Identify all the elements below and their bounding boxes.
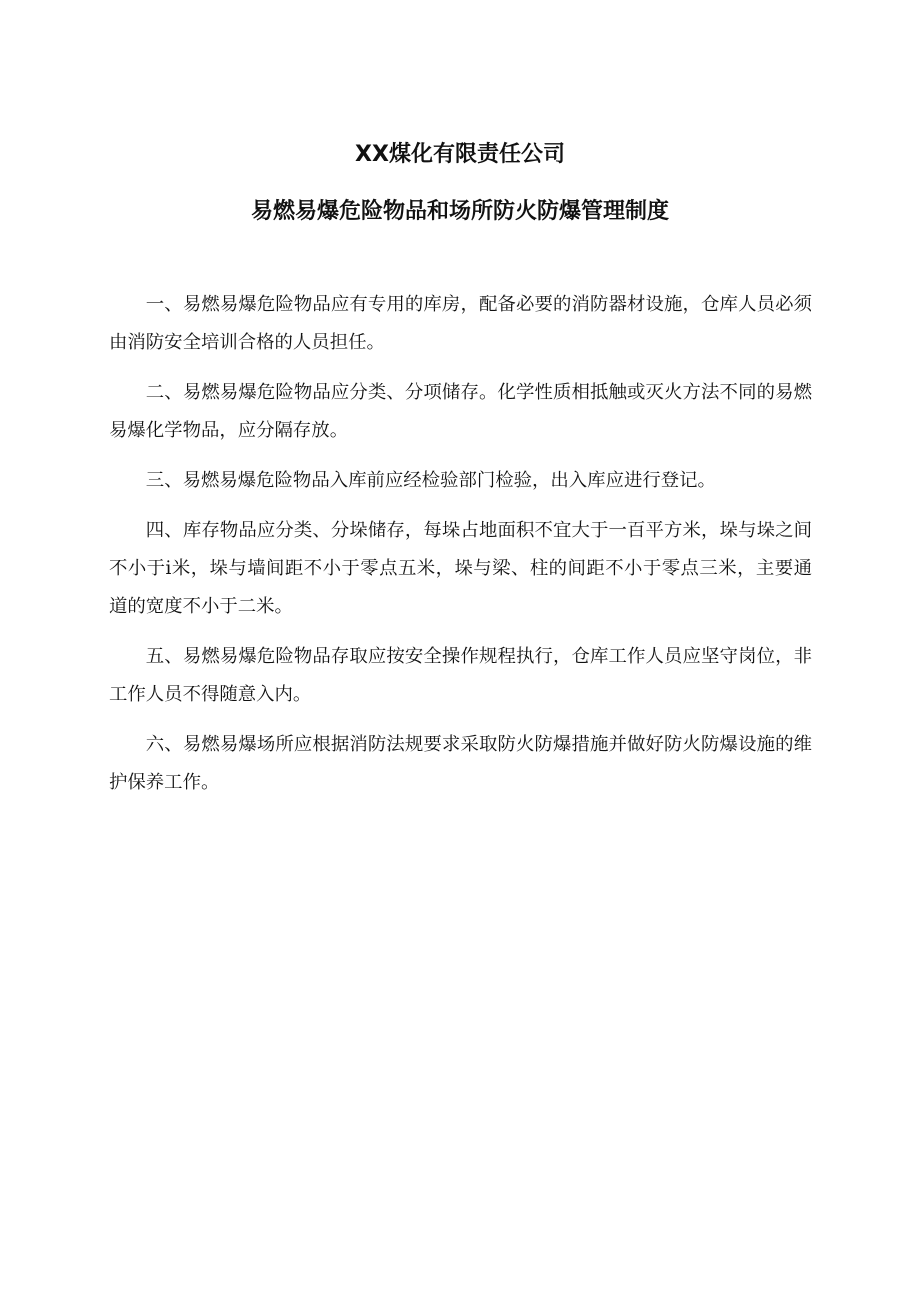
- paragraph-6: 六、易燃易爆场所应根据消防法规要求采取防火防爆措施并做好防火防爆设施的维护保养工作。: [109, 734, 812, 793]
- document-title: 易燃易爆危险物品和场所防火防爆管理制度: [250, 199, 669, 224]
- document-body: [109, 286, 812, 802]
- paragraph-3: 三、易燃易爆危险物品入库前应经检验部门检验，出入库应进行登记。: [145, 470, 716, 491]
- paragraph-4: 四、库存物品应分类、分垛储存，每垛占地面积不宜大于一百平方米，垛与垛之间不小于i米，垛与墙间距不小于零点五米，垛与梁、柱的间距不小于零点三米，主要通道的宽度不小于二米。: [109, 520, 812, 617]
- paragraph-1: 一、易燃易爆危险物品应有专用的库房，配备必要的消防器材设施，仓库人员必须由消防安全培训合格的人员担任。: [109, 294, 812, 353]
- company-title: XX煤化有限责任公司: [355, 142, 565, 167]
- paragraph-5: 五、易燃易爆危险物品存取应按安全操作规程执行，仓库工作人员应坚守岗位，非工作人员不得随意入内。: [109, 646, 812, 705]
- paragraph-2: 二、易燃易爆危险物品应分类、分项储存。化学性质相抵触或灭火方法不同的易燃易爆化学物品，应分隔存放。: [109, 382, 812, 441]
